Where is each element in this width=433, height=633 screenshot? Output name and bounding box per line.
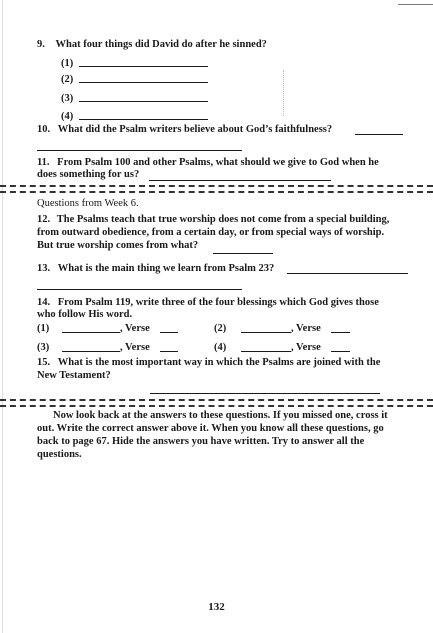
verse-line-4[interactable] bbox=[331, 351, 350, 352]
question-12-line2: from outward obedience, from a certain day, or from special ways of worship. bbox=[37, 227, 385, 238]
answer-line-10a[interactable] bbox=[355, 134, 403, 135]
question-number: 14. bbox=[37, 297, 51, 308]
answer-label-9-4: (4) bbox=[61, 111, 74, 122]
review-line-3: back to page 67. Hide the answers you have written. Try to answer all the bbox=[37, 436, 365, 447]
verse-line-1[interactable] bbox=[160, 332, 178, 333]
blessing-label-3: (3) bbox=[37, 342, 50, 353]
question-11-line2: does something for us? bbox=[37, 169, 140, 180]
question-text: What did the Psalm writers believe about God’s faithfulness? bbox=[57, 124, 333, 135]
answer-label-9-3: (3) bbox=[61, 93, 74, 104]
answer-line-13a[interactable] bbox=[287, 273, 408, 274]
question-text-line1: The Psalms teach that true worship does not come from a special building, bbox=[56, 214, 390, 225]
verse-line-3[interactable] bbox=[160, 351, 178, 352]
answer-line-9-4[interactable] bbox=[79, 119, 208, 120]
answer-line-15[interactable] bbox=[150, 393, 380, 394]
question-text-line1: What is the most important way in which the Psalms are joined with the bbox=[57, 357, 381, 368]
review-line-4: questions. bbox=[37, 449, 82, 460]
question-text: What four things did David do after he sinned? bbox=[55, 39, 267, 50]
answer-line-9-2[interactable] bbox=[79, 82, 208, 83]
blessing-line-4[interactable] bbox=[241, 351, 291, 352]
question-12 bbox=[37, 213, 389, 226]
answer-line-12[interactable] bbox=[213, 253, 273, 254]
question-number: 12. bbox=[37, 214, 51, 225]
question-number: 11. bbox=[37, 157, 50, 168]
verse-label-3: , Verse bbox=[120, 342, 150, 353]
question-text-line1: From Psalm 119, write three of the four blessings which God gives those bbox=[57, 297, 379, 308]
question-12-line3: But true worship comes from what? bbox=[37, 240, 199, 251]
blessing-line-2[interactable] bbox=[241, 332, 291, 333]
answer-label-9-1: (1) bbox=[61, 58, 74, 69]
question-13 bbox=[37, 262, 274, 275]
page-number: 132 bbox=[208, 601, 225, 613]
question-text-line1: From Psalm 100 and other Psalms, what should we give to God when he bbox=[57, 157, 379, 168]
question-number: 15. bbox=[37, 357, 51, 368]
blessing-line-3[interactable] bbox=[62, 351, 120, 352]
answer-line-11[interactable] bbox=[149, 180, 331, 181]
answer-label-9-2: (2) bbox=[61, 74, 74, 85]
answer-line-9-1[interactable] bbox=[79, 66, 208, 67]
question-14-line2: who follow His word. bbox=[37, 309, 133, 320]
blessing-label-4: (4) bbox=[214, 342, 227, 353]
verse-label-4: , Verse bbox=[291, 342, 321, 353]
question-9 bbox=[37, 38, 267, 51]
margin-dots bbox=[283, 70, 285, 116]
answer-line-13b[interactable] bbox=[37, 289, 242, 290]
question-15 bbox=[37, 356, 380, 369]
section-divider bbox=[0, 185, 433, 193]
blessing-label-2: (2) bbox=[214, 323, 227, 334]
answer-line-9-3[interactable] bbox=[79, 101, 208, 102]
section-heading: Questions from Week 6. bbox=[37, 198, 139, 209]
verse-label-2: , Verse bbox=[291, 323, 321, 334]
question-number: 13. bbox=[37, 263, 51, 274]
answer-line-10b[interactable] bbox=[37, 150, 242, 151]
page-edge-shadow bbox=[2, 0, 3, 633]
review-line-2: out. Write the correct answer above it. When you know all these questions, go bbox=[37, 423, 384, 434]
question-text: What is the main thing we learn from Psalm 23? bbox=[57, 263, 275, 274]
review-line-1: Now look back at the answers to these questions. If you missed one, cross it bbox=[53, 410, 388, 421]
blessing-label-1: (1) bbox=[37, 323, 50, 334]
section-divider-2 bbox=[0, 399, 433, 407]
question-number: 9. bbox=[37, 39, 45, 50]
blessing-line-1[interactable] bbox=[62, 332, 120, 333]
verse-line-2[interactable] bbox=[331, 332, 350, 333]
question-10 bbox=[37, 123, 332, 136]
question-15-line2: New Testament? bbox=[37, 370, 111, 381]
question-number: 10. bbox=[37, 124, 51, 135]
page-corner-rule bbox=[398, 4, 433, 5]
verse-label-1: , Verse bbox=[120, 323, 150, 334]
